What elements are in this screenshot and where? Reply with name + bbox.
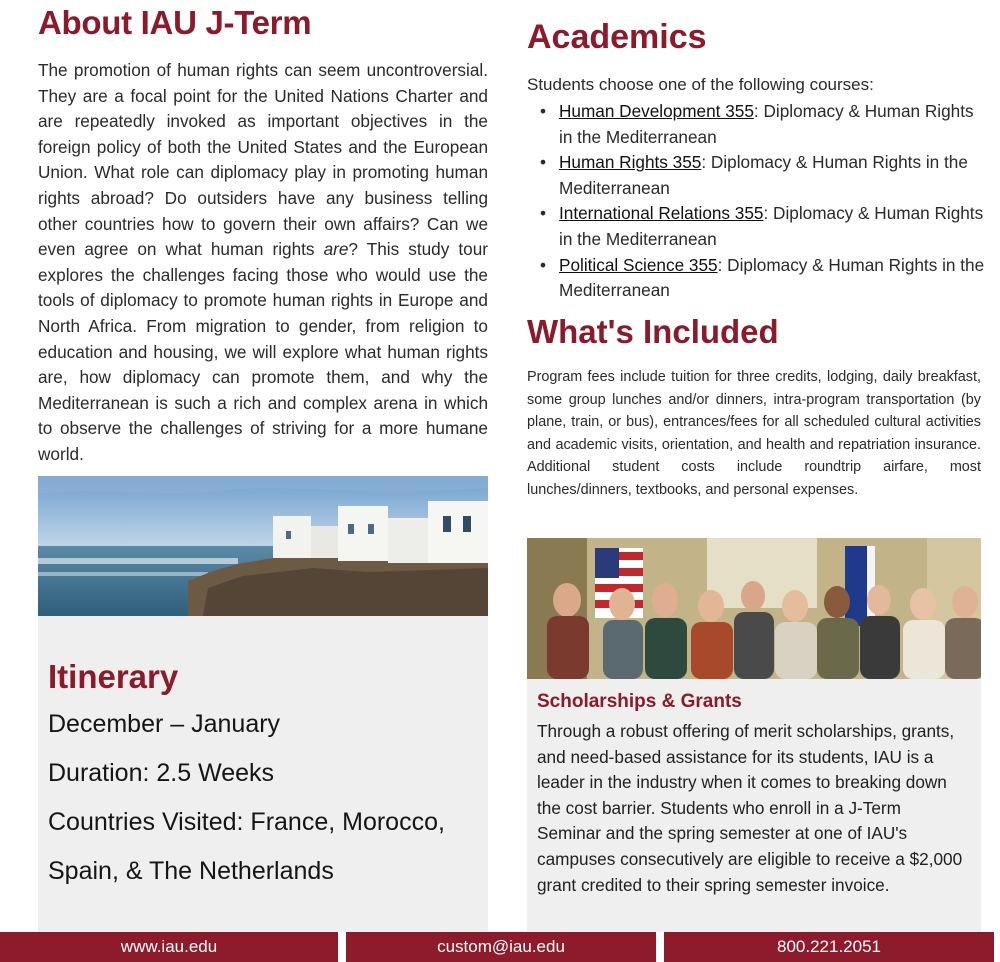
included-title: What's Included <box>527 313 779 350</box>
course-item: • Human Rights 355: Diplomacy & Human Rights in the Mediterranean <box>540 152 968 198</box>
group-photo <box>527 538 981 679</box>
course-link[interactable]: International Relations 355 <box>559 203 764 224</box>
course-description: : Diplomacy & Human Rights in the Mediterranean <box>559 254 985 301</box>
included-paragraph: Program fees include tuition for three credits, lodging, daily breakfast, some group lunches and/or dinners, intra-program transportation (by plane, train, or bus), entrances/fees for all scheduled cultural activities and academic visits, orientation, and health and repatriation insurance. Additional student costs include roundtrip airfare, most lunches/dinners, textbooks, and personal expenses. <box>527 369 981 498</box>
course-item: • Political Science 355: Diplomacy & Human Rights in the Mediterranean <box>540 254 985 301</box>
itinerary-duration: Duration: 2.5 Weeks <box>48 759 275 787</box>
itinerary-countries-line1: Countries Visited: France, Morocco, <box>48 808 445 836</box>
course-item: • Human Development 355: Diplomacy & Human Rights in the Mediterranean <box>540 101 974 147</box>
academics-intro: Students choose one of the following courses: <box>527 75 874 94</box>
itinerary-title: Itinerary <box>48 658 179 695</box>
itinerary-countries-line2: Spain, & The Netherlands <box>48 857 334 885</box>
itinerary-panel <box>38 616 488 932</box>
scholarships-paragraph: Through a robust offering of merit scholarships, grants, and need-based assistance for its students, IAU is a leader in the industry when it comes to breaking down the cost barrier. Students who enroll in a J-Term Seminar and the spring semester at one of IAU's campuses consecutively are eligible to receive a $2,000 grant credited to their spring semester invoice. <box>537 721 963 895</box>
scholarships-title: Scholarships & Grants <box>537 691 742 712</box>
about-text-emphasis: are <box>323 239 349 260</box>
course-description: : Diplomacy & Human Rights in the Mediterranean <box>559 101 974 147</box>
footer-email-link[interactable]: custom@iau.edu <box>346 932 656 962</box>
about-title: About IAU J-Term <box>38 4 312 41</box>
itinerary-dates: December – January <box>48 710 281 738</box>
academics-title: Academics <box>527 18 707 56</box>
about-paragraph <box>38 58 488 468</box>
course-link[interactable]: Political Science 355 <box>559 254 718 275</box>
course-description: : Diplomacy & Human Rights in the Mediterranean <box>559 152 968 198</box>
scholarships-panel <box>527 679 981 932</box>
course-item: • International Relations 355: Diplomacy & Human Rights in the Mediterranean <box>540 203 984 249</box>
course-list <box>527 99 987 304</box>
about-text-part1: The promotion of human rights can seem uncontroversial. They are a focal point for the United Nations Charter and are repeatedly invoked as important objectives in the foreign policy of both the United States and the European Union. What role can diplomacy play in promoting human rights abroad? Do outsiders have any business telling other countries how to govern their own affairs? Can we even agree on what human rights <box>38 60 488 260</box>
course-link[interactable]: Human Development 355 <box>559 101 754 121</box>
coastal-town-photo <box>38 476 488 616</box>
course-link[interactable]: Human Rights 355 <box>559 152 702 173</box>
footer-website-link[interactable]: www.iau.edu <box>0 932 338 962</box>
about-text-part2: ? This study tour explores the challenges facing those who would use the tools of diplomacy to promote human rights in Europe and North Africa. From migration to gender, from religion to education and housing, we will explore what human rights are, how diplomacy can promote them, and why the Mediterranean is such a rich and complex arena in which to observe the challenges of striving for a more humane world. <box>38 239 488 464</box>
course-description: : Diplomacy & Human Rights in the Mediterranean <box>559 203 984 249</box>
footer-phone-link[interactable]: 800.221.2051 <box>664 932 994 962</box>
